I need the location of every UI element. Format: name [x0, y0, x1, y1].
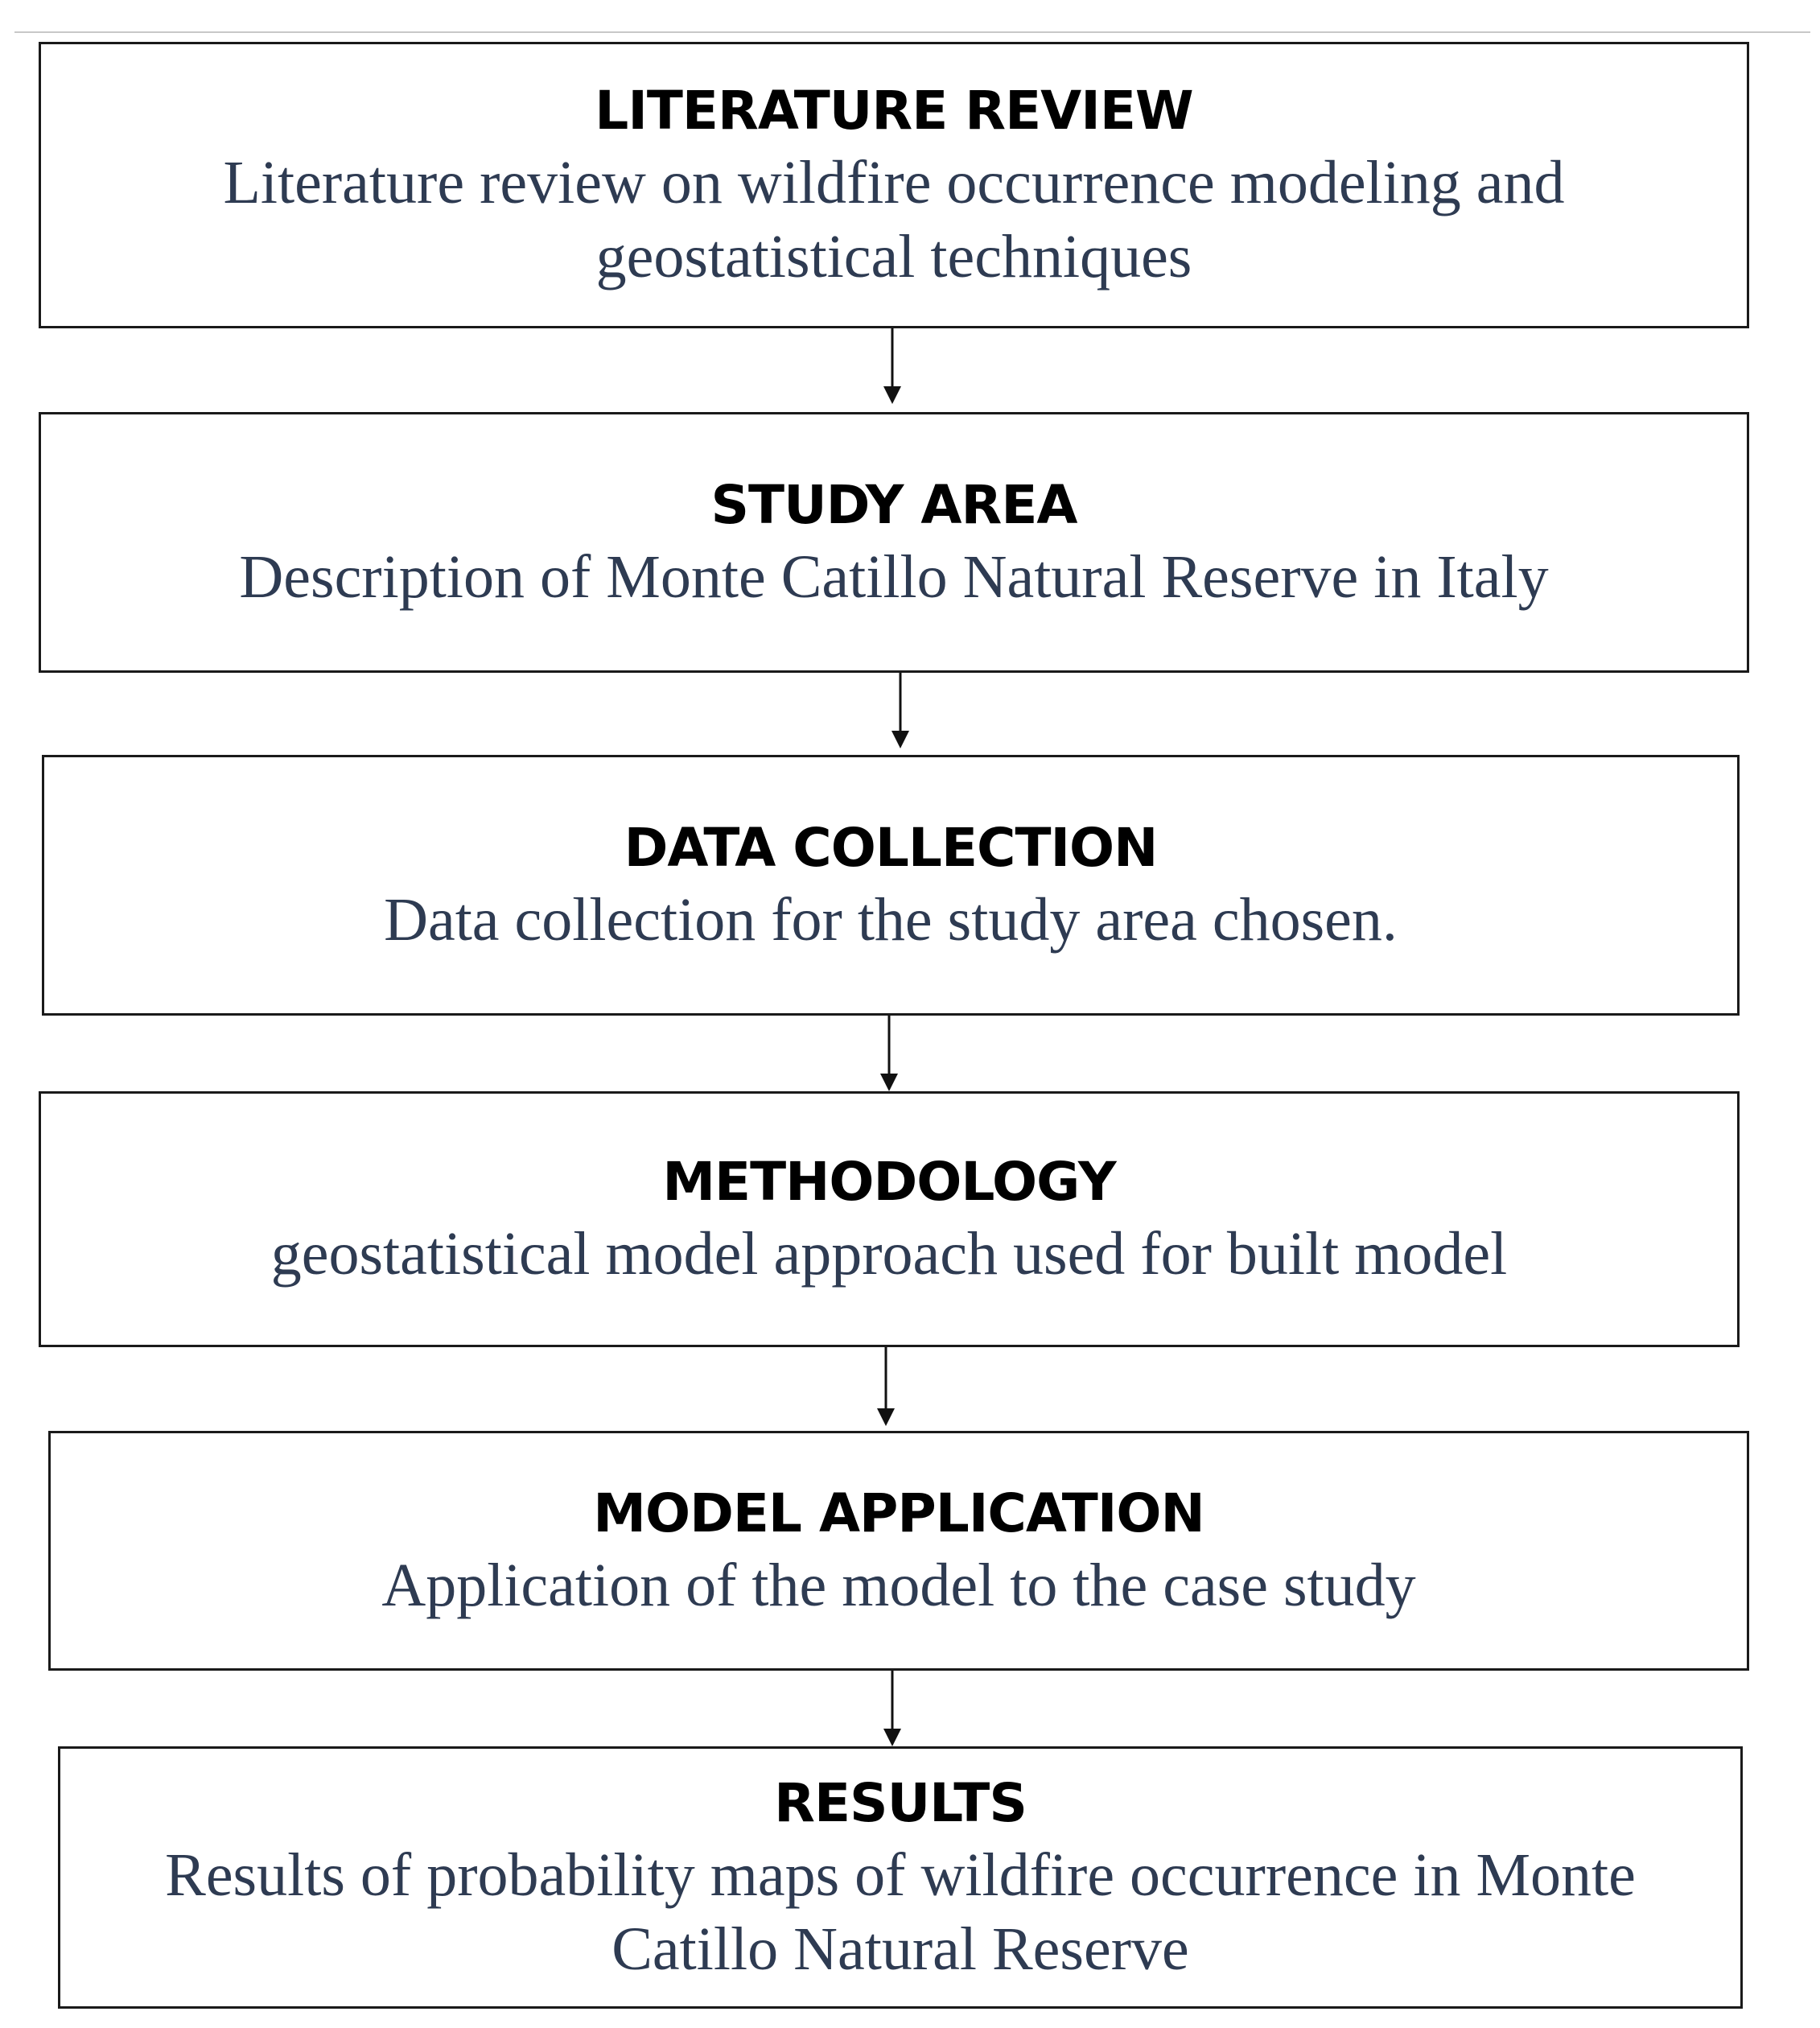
step-box-study-area [39, 412, 1749, 673]
step-box-model-application [48, 1431, 1749, 1671]
step-title: DATA COLLECTION [624, 817, 1158, 879]
step-box-methodology [39, 1091, 1740, 1347]
step-description: Application of the model to the case study [381, 1552, 1416, 1619]
top-divider [14, 31, 1810, 33]
step-title: LITERATURE REVIEW [595, 80, 1193, 142]
step-description: geostatistical model approach used for built model [270, 1220, 1508, 1288]
step-box-literature-review [39, 42, 1749, 328]
step-box-results [58, 1746, 1743, 2009]
step-title: STUDY AREA [710, 474, 1077, 536]
arrow-down-2 [888, 673, 912, 750]
step-title: RESULTS [774, 1772, 1027, 1834]
step-title: METHODOLOGY [662, 1151, 1116, 1213]
arrow-down-3 [877, 1016, 901, 1093]
arrow-down-1 [880, 328, 904, 406]
step-box-data-collection [42, 755, 1740, 1016]
step-description: Literature review on wildfire occurrence modeling and geostatistical techniques [223, 149, 1565, 291]
step-description: Results of probability maps of wildfire occurrence in Monte Catillo Natural Reserve [165, 1841, 1636, 1983]
step-title: MODEL APPLICATION [593, 1482, 1204, 1544]
arrow-down-5 [880, 1671, 904, 1748]
arrow-down-4 [874, 1347, 898, 1428]
step-description: Data collection for the study area chosen. [384, 886, 1398, 954]
step-description: Description of Monte Catillo Natural Reserve in Italy [239, 543, 1549, 611]
